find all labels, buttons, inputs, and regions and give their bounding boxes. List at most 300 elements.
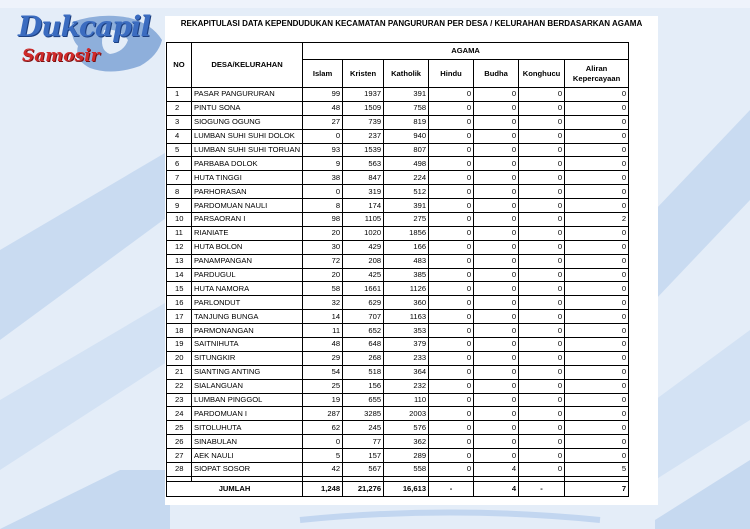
row-value-cell: 0 — [474, 351, 519, 365]
row-value-cell: 1937 — [343, 88, 384, 102]
row-value-cell: 0 — [429, 296, 474, 310]
row-number: 22 — [167, 379, 192, 393]
header-katholik: Katholik — [384, 60, 429, 88]
row-value-cell: 0 — [519, 282, 565, 296]
row-value-cell: 0 — [565, 129, 629, 143]
row-value-cell: 0 — [429, 310, 474, 324]
row-value-cell: 0 — [474, 379, 519, 393]
row-value-cell: 0 — [519, 240, 565, 254]
row-value-cell: 14 — [303, 310, 343, 324]
row-value-cell: 0 — [565, 88, 629, 102]
row-desa-name: PARDUGUL — [192, 268, 303, 282]
row-value-cell: 0 — [303, 185, 343, 199]
row-value-cell: 0 — [474, 240, 519, 254]
total-value-cell: 16,613 — [384, 481, 429, 496]
table-row — [167, 393, 629, 407]
row-value-cell: 0 — [519, 199, 565, 213]
row-desa-name: AEK NAULI — [192, 449, 303, 463]
total-value-cell: 1,248 — [303, 481, 343, 496]
row-value-cell: 0 — [474, 310, 519, 324]
row-value-cell: 319 — [343, 185, 384, 199]
row-value-cell: 940 — [384, 129, 429, 143]
row-desa-name: PARDOMUAN NAULI — [192, 199, 303, 213]
row-desa-name: PARSAORAN I — [192, 213, 303, 227]
row-value-cell: 0 — [429, 226, 474, 240]
row-value-cell: 391 — [384, 199, 429, 213]
row-desa-name: PARHORASAN — [192, 185, 303, 199]
row-value-cell: 498 — [384, 157, 429, 171]
total-value-cell: - — [519, 481, 565, 496]
row-value-cell: 0 — [429, 115, 474, 129]
table-row — [167, 129, 629, 143]
table-row — [167, 254, 629, 268]
row-number: 25 — [167, 421, 192, 435]
row-value-cell: 362 — [384, 435, 429, 449]
row-value-cell: 0 — [565, 393, 629, 407]
row-value-cell: 0 — [519, 351, 565, 365]
row-value-cell: 0 — [474, 338, 519, 352]
row-value-cell: 166 — [384, 240, 429, 254]
header-kristen: Kristen — [343, 60, 384, 88]
row-value-cell: 0 — [519, 88, 565, 102]
row-value-cell: 0 — [303, 129, 343, 143]
document-title: REKAPITULASI DATA KEPENDUDUKAN KECAMATAN PANGURURAN PER DESA / KELURAHAN BERDASARKAN AGAMA — [180, 19, 643, 28]
row-value-cell: 0 — [429, 351, 474, 365]
row-desa-name: PARBABA DOLOK — [192, 157, 303, 171]
logo-subtitle: Samosir — [22, 46, 100, 66]
row-value-cell: 0 — [474, 421, 519, 435]
header-islam: Islam — [303, 60, 343, 88]
header-aliran-kepercayaan: Aliran Kepercayaan — [565, 60, 629, 88]
row-value-cell: 1163 — [384, 310, 429, 324]
row-value-cell: 0 — [474, 185, 519, 199]
row-value-cell: 0 — [474, 365, 519, 379]
row-value-cell: 93 — [303, 143, 343, 157]
row-value-cell: 758 — [384, 101, 429, 115]
row-value-cell: 0 — [565, 171, 629, 185]
row-number: 19 — [167, 338, 192, 352]
row-value-cell: 11 — [303, 324, 343, 338]
row-value-cell: 4 — [474, 463, 519, 477]
row-value-cell: 0 — [519, 421, 565, 435]
row-value-cell: 0 — [565, 157, 629, 171]
row-value-cell: 1105 — [343, 213, 384, 227]
row-value-cell: 0 — [565, 226, 629, 240]
row-value-cell: 567 — [343, 463, 384, 477]
table-row — [167, 296, 629, 310]
row-value-cell: 77 — [343, 435, 384, 449]
row-number: 13 — [167, 254, 192, 268]
row-value-cell: 364 — [384, 365, 429, 379]
row-value-cell: 652 — [343, 324, 384, 338]
header-agama: AGAMA — [303, 43, 629, 60]
row-value-cell: 655 — [343, 393, 384, 407]
row-desa-name: SITOLUHUTA — [192, 421, 303, 435]
row-value-cell: 0 — [429, 254, 474, 268]
row-value-cell: 0 — [565, 185, 629, 199]
row-value-cell: 0 — [519, 226, 565, 240]
table-row — [167, 213, 629, 227]
table-row — [167, 351, 629, 365]
row-number: 11 — [167, 226, 192, 240]
row-value-cell: 0 — [565, 435, 629, 449]
row-value-cell: 0 — [565, 199, 629, 213]
row-value-cell: 847 — [343, 171, 384, 185]
row-value-cell: 9 — [303, 157, 343, 171]
row-value-cell: 0 — [519, 435, 565, 449]
row-desa-name: PASAR PANGURURAN — [192, 88, 303, 102]
row-value-cell: 5 — [303, 449, 343, 463]
row-value-cell: 0 — [519, 101, 565, 115]
table-row — [167, 421, 629, 435]
row-desa-name: LUMBAN SUHI SUHI TORUAN — [192, 143, 303, 157]
row-number: 15 — [167, 282, 192, 296]
row-value-cell: 0 — [474, 435, 519, 449]
row-desa-name: SITUNGKIR — [192, 351, 303, 365]
row-desa-name: PARDOMUAN I — [192, 407, 303, 421]
table-row — [167, 268, 629, 282]
row-value-cell: 72 — [303, 254, 343, 268]
row-number: 28 — [167, 463, 192, 477]
row-value-cell: 0 — [565, 268, 629, 282]
row-value-cell: 0 — [565, 449, 629, 463]
row-value-cell: 0 — [565, 296, 629, 310]
row-value-cell: 1509 — [343, 101, 384, 115]
row-value-cell: 1856 — [384, 226, 429, 240]
header-desa: DESA/KELURAHAN — [192, 43, 303, 88]
row-desa-name: PANAMPANGAN — [192, 254, 303, 268]
total-value-cell: 4 — [474, 481, 519, 496]
row-value-cell: 0 — [519, 407, 565, 421]
table-row — [167, 240, 629, 254]
row-value-cell: 30 — [303, 240, 343, 254]
table-body — [167, 88, 629, 497]
row-value-cell: 0 — [429, 463, 474, 477]
table-row — [167, 171, 629, 185]
row-value-cell: 0 — [519, 213, 565, 227]
row-value-cell: 0 — [303, 435, 343, 449]
row-value-cell: 0 — [429, 171, 474, 185]
row-value-cell: 0 — [429, 199, 474, 213]
row-value-cell: 0 — [429, 282, 474, 296]
row-number: 12 — [167, 240, 192, 254]
table-row — [167, 449, 629, 463]
row-value-cell: 391 — [384, 88, 429, 102]
row-value-cell: 0 — [565, 115, 629, 129]
row-value-cell: 0 — [565, 351, 629, 365]
row-value-cell: 0 — [429, 185, 474, 199]
row-value-cell: 287 — [303, 407, 343, 421]
row-value-cell: 174 — [343, 199, 384, 213]
row-value-cell: 224 — [384, 171, 429, 185]
row-number: 21 — [167, 365, 192, 379]
row-desa-name: LUMBAN PINGGOL — [192, 393, 303, 407]
row-value-cell: 0 — [474, 393, 519, 407]
table-row — [167, 143, 629, 157]
row-desa-name: SAITNIHUTA — [192, 338, 303, 352]
row-value-cell: 58 — [303, 282, 343, 296]
row-number: 24 — [167, 407, 192, 421]
row-number: 14 — [167, 268, 192, 282]
row-desa-name: HUTA TINGGI — [192, 171, 303, 185]
row-value-cell: 0 — [519, 115, 565, 129]
table-row — [167, 379, 629, 393]
row-value-cell: 42 — [303, 463, 343, 477]
table-row — [167, 115, 629, 129]
table-row — [167, 185, 629, 199]
row-value-cell: 429 — [343, 240, 384, 254]
row-value-cell: 20 — [303, 268, 343, 282]
row-value-cell: 156 — [343, 379, 384, 393]
row-number: 26 — [167, 435, 192, 449]
row-value-cell: 27 — [303, 115, 343, 129]
row-value-cell: 0 — [474, 171, 519, 185]
row-value-cell: 0 — [474, 407, 519, 421]
row-value-cell: 0 — [474, 199, 519, 213]
row-value-cell: 0 — [565, 101, 629, 115]
row-value-cell: 629 — [343, 296, 384, 310]
row-value-cell: 0 — [519, 393, 565, 407]
row-value-cell: 518 — [343, 365, 384, 379]
row-desa-name: HUTA NAMORA — [192, 282, 303, 296]
dukcapil-logo — [12, 10, 164, 80]
row-value-cell: 157 — [343, 449, 384, 463]
row-value-cell: 0 — [519, 379, 565, 393]
row-value-cell: 563 — [343, 157, 384, 171]
row-value-cell: 0 — [429, 240, 474, 254]
row-value-cell: 0 — [519, 296, 565, 310]
row-value-cell: 360 — [384, 296, 429, 310]
row-value-cell: 54 — [303, 365, 343, 379]
row-value-cell: 0 — [429, 421, 474, 435]
row-value-cell: 0 — [429, 435, 474, 449]
row-value-cell: 1661 — [343, 282, 384, 296]
total-row — [167, 481, 629, 496]
table-row — [167, 310, 629, 324]
table-row — [167, 157, 629, 171]
row-value-cell: 8 — [303, 199, 343, 213]
row-value-cell: 0 — [429, 101, 474, 115]
row-number: 8 — [167, 185, 192, 199]
row-value-cell: 353 — [384, 324, 429, 338]
row-desa-name: PARMONANGAN — [192, 324, 303, 338]
row-number: 2 — [167, 101, 192, 115]
row-value-cell: 0 — [519, 310, 565, 324]
row-value-cell: 268 — [343, 351, 384, 365]
row-value-cell: 5 — [565, 463, 629, 477]
row-value-cell: 425 — [343, 268, 384, 282]
row-value-cell: 0 — [565, 365, 629, 379]
row-value-cell: 0 — [474, 268, 519, 282]
row-number: 16 — [167, 296, 192, 310]
row-value-cell: 648 — [343, 338, 384, 352]
row-value-cell: 0 — [519, 254, 565, 268]
row-value-cell: 29 — [303, 351, 343, 365]
row-value-cell: 707 — [343, 310, 384, 324]
table-row — [167, 365, 629, 379]
row-value-cell: 379 — [384, 338, 429, 352]
row-value-cell: 0 — [474, 157, 519, 171]
row-value-cell: 237 — [343, 129, 384, 143]
row-number: 18 — [167, 324, 192, 338]
row-value-cell: 0 — [429, 324, 474, 338]
row-number: 3 — [167, 115, 192, 129]
row-value-cell: 48 — [303, 338, 343, 352]
row-value-cell: 0 — [429, 143, 474, 157]
row-value-cell: 289 — [384, 449, 429, 463]
row-desa-name: RIANIATE — [192, 226, 303, 240]
row-desa-name: SIALANGUAN — [192, 379, 303, 393]
row-value-cell: 0 — [429, 407, 474, 421]
row-value-cell: 0 — [474, 88, 519, 102]
row-value-cell: 0 — [474, 296, 519, 310]
row-value-cell: 48 — [303, 101, 343, 115]
total-value-cell: 7 — [565, 481, 629, 496]
row-value-cell: 0 — [474, 324, 519, 338]
row-value-cell: 0 — [474, 254, 519, 268]
row-value-cell: 0 — [565, 421, 629, 435]
row-value-cell: 0 — [474, 449, 519, 463]
row-value-cell: 0 — [565, 240, 629, 254]
row-value-cell: 2 — [565, 213, 629, 227]
table-row — [167, 324, 629, 338]
row-value-cell: 0 — [429, 213, 474, 227]
row-value-cell: 0 — [565, 324, 629, 338]
row-value-cell: 110 — [384, 393, 429, 407]
row-value-cell: 0 — [519, 449, 565, 463]
row-desa-name: TANJUNG BUNGA — [192, 310, 303, 324]
row-value-cell: 1020 — [343, 226, 384, 240]
row-value-cell: 19 — [303, 393, 343, 407]
row-value-cell: 0 — [429, 268, 474, 282]
row-value-cell: 0 — [519, 143, 565, 157]
row-value-cell: 0 — [429, 449, 474, 463]
religion-table — [166, 42, 629, 497]
row-value-cell: 0 — [519, 365, 565, 379]
row-value-cell: 0 — [474, 115, 519, 129]
table-row — [167, 338, 629, 352]
row-desa-name: PARLONDUT — [192, 296, 303, 310]
total-label: JUMLAH — [167, 481, 303, 496]
row-number: 27 — [167, 449, 192, 463]
row-value-cell: 32 — [303, 296, 343, 310]
row-value-cell: 0 — [429, 88, 474, 102]
table-row — [167, 88, 629, 102]
row-value-cell: 0 — [474, 101, 519, 115]
row-value-cell: 0 — [565, 254, 629, 268]
header-konghucu: Konghucu — [519, 60, 565, 88]
table-row — [167, 463, 629, 477]
header-hindu: Hindu — [429, 60, 474, 88]
row-value-cell: 0 — [474, 213, 519, 227]
row-value-cell: 62 — [303, 421, 343, 435]
row-value-cell: 0 — [474, 226, 519, 240]
row-number: 17 — [167, 310, 192, 324]
row-desa-name: SINABULAN — [192, 435, 303, 449]
row-number: 10 — [167, 213, 192, 227]
row-value-cell: 20 — [303, 226, 343, 240]
row-number: 6 — [167, 157, 192, 171]
row-desa-name: LUMBAN SUHI SUHI DOLOK — [192, 129, 303, 143]
row-number: 20 — [167, 351, 192, 365]
logo-title: Dukcapil — [18, 10, 151, 43]
table-row — [167, 435, 629, 449]
row-value-cell: 0 — [519, 268, 565, 282]
row-value-cell: 2003 — [384, 407, 429, 421]
row-value-cell: 245 — [343, 421, 384, 435]
row-value-cell: 0 — [565, 407, 629, 421]
row-value-cell: 0 — [519, 463, 565, 477]
total-value-cell: - — [429, 481, 474, 496]
row-value-cell: 233 — [384, 351, 429, 365]
row-value-cell: 0 — [429, 365, 474, 379]
row-value-cell: 0 — [429, 157, 474, 171]
row-value-cell: 275 — [384, 213, 429, 227]
row-value-cell: 0 — [519, 324, 565, 338]
row-value-cell: 0 — [474, 129, 519, 143]
row-desa-name: PINTU SONA — [192, 101, 303, 115]
row-number: 23 — [167, 393, 192, 407]
row-value-cell: 1539 — [343, 143, 384, 157]
row-desa-name: SIOGUNG OGUNG — [192, 115, 303, 129]
header-no: NO — [167, 43, 192, 88]
row-value-cell: 0 — [519, 171, 565, 185]
row-value-cell: 25 — [303, 379, 343, 393]
row-value-cell: 0 — [429, 129, 474, 143]
row-value-cell: 0 — [565, 379, 629, 393]
row-value-cell: 232 — [384, 379, 429, 393]
row-value-cell: 558 — [384, 463, 429, 477]
row-value-cell: 98 — [303, 213, 343, 227]
row-value-cell: 0 — [519, 185, 565, 199]
row-value-cell: 819 — [384, 115, 429, 129]
row-number: 4 — [167, 129, 192, 143]
row-value-cell: 0 — [474, 282, 519, 296]
row-value-cell: 38 — [303, 171, 343, 185]
document-sheet — [165, 16, 658, 505]
row-value-cell: 0 — [519, 129, 565, 143]
header-budha: Budha — [474, 60, 519, 88]
row-value-cell: 1126 — [384, 282, 429, 296]
table-row — [167, 199, 629, 213]
row-number: 5 — [167, 143, 192, 157]
row-value-cell: 3285 — [343, 407, 384, 421]
row-value-cell: 0 — [565, 310, 629, 324]
row-value-cell: 0 — [519, 338, 565, 352]
table-row — [167, 407, 629, 421]
table-row — [167, 226, 629, 240]
row-value-cell: 99 — [303, 88, 343, 102]
row-value-cell: 483 — [384, 254, 429, 268]
row-value-cell: 0 — [474, 143, 519, 157]
row-desa-name: SIANTING ANTING — [192, 365, 303, 379]
row-value-cell: 0 — [565, 143, 629, 157]
table-row — [167, 282, 629, 296]
row-value-cell: 0 — [429, 393, 474, 407]
row-value-cell: 0 — [565, 338, 629, 352]
row-number: 9 — [167, 199, 192, 213]
row-desa-name: SIOPAT SOSOR — [192, 463, 303, 477]
row-value-cell: 0 — [429, 338, 474, 352]
row-value-cell: 807 — [384, 143, 429, 157]
row-number: 1 — [167, 88, 192, 102]
total-value-cell: 21,276 — [343, 481, 384, 496]
row-value-cell: 739 — [343, 115, 384, 129]
row-value-cell: 512 — [384, 185, 429, 199]
row-value-cell: 576 — [384, 421, 429, 435]
row-number: 7 — [167, 171, 192, 185]
row-value-cell: 0 — [519, 157, 565, 171]
